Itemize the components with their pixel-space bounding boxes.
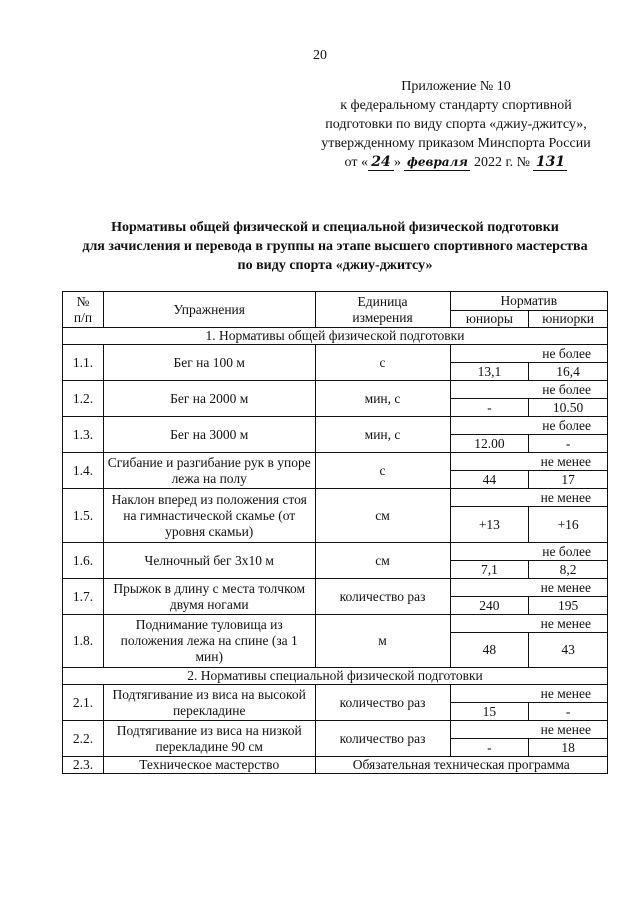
appendix-line: Приложение № 10 [401,79,511,94]
row-condition: не менее [450,615,607,633]
row-exercise: Бег на 2000 м [103,381,315,417]
value-juniors-f: 10.50 [529,399,608,417]
table-row [63,579,608,597]
row-condition: не менее [450,453,607,471]
value-juniors-m: - [450,399,529,417]
header-juniors-f: юниорки [529,311,608,328]
row-condition: не менее [450,721,607,739]
appendix-line: к федеральному стандарту спортивной [340,98,572,113]
table-row [63,615,608,633]
row-condition: не более [450,345,607,363]
norms-table [62,291,608,774]
handwritten-day: 24 [368,155,394,171]
appendix-line: подготовки по виду спорта «джиу-джитсу», [325,117,587,132]
row-unit: с [315,453,450,489]
appendix-header [300,77,612,172]
page-number: 20 [313,48,327,63]
table-row [63,453,608,471]
section-title: 2. Нормативы специальной физической подготовки [63,668,608,685]
header-norm: Норматив [450,292,607,311]
value-juniors-m: +13 [450,507,529,543]
order-date-line [300,153,612,172]
row-exercise: Техническое мастерство [103,757,315,774]
row-unit: м [315,615,450,668]
from-prefix: от « [344,155,368,170]
table-row [63,721,608,739]
title-line: по виду спорта «джиу-джитсу» [237,258,433,273]
row-num: 2.2. [63,721,104,757]
handwritten-order-number: 131 [533,155,567,171]
value-juniors-m: 44 [450,471,529,489]
value-juniors-m: 13,1 [450,363,529,381]
row-num: 2.3. [63,757,104,774]
row-exercise: Подтягивание из виса на низкой перекладине 90 см [103,721,315,757]
value-juniors-f: 17 [529,471,608,489]
header-num-line: № [76,293,90,309]
table-row [63,417,608,435]
header-row [63,292,608,311]
table-row [63,345,608,363]
value-juniors-m: 15 [450,703,529,721]
value-juniors-f: 18 [529,739,608,757]
section-row [63,668,608,685]
value-juniors-f: 43 [529,633,608,668]
row-exercise: Подтягивание из виса на высокой перекладине [103,685,315,721]
header-exercises: Упражнения [103,292,315,328]
row-exercise: Прыжок в длину с места толчком двумя ногами [103,579,315,615]
handwritten-month: февраля [404,155,470,171]
row-condition: не менее [450,489,607,507]
table-row [63,685,608,703]
row-condition: не менее [450,685,607,703]
row-num: 1.7. [63,579,104,615]
value-juniors-m: 7,1 [450,561,529,579]
table-row [63,489,608,507]
section-title: 1. Нормативы общей физической подготовки [63,328,608,345]
value-juniors-f: - [529,435,608,453]
table-row [63,381,608,399]
row-unit: количество раз [315,685,450,721]
row-merged-norm: Обязательная техническая программа [315,757,607,774]
value-juniors-m: 12.00 [450,435,529,453]
row-condition: не более [450,543,607,561]
value-juniors-f: +16 [529,507,608,543]
row-unit: см [315,489,450,543]
value-juniors-m: 48 [450,633,529,668]
row-exercise: Наклон вперед из положения стоя на гимнастической скамье (от уровня скамьи) [103,489,315,543]
value-juniors-f: 8,2 [529,561,608,579]
row-num: 1.8. [63,615,104,668]
document-title [40,218,630,275]
value-juniors-m: 240 [450,597,529,615]
row-unit: см [315,543,450,579]
header-unit [315,292,450,328]
value-juniors-f: - [529,703,608,721]
row-num: 1.2. [63,381,104,417]
table-row [63,757,608,774]
row-condition: не более [450,381,607,399]
row-exercise: Бег на 3000 м [103,417,315,453]
header-num [63,292,104,328]
row-unit: количество раз [315,721,450,757]
row-exercise: Сгибание и разгибание рук в упоре лежа на полу [103,453,315,489]
header-unit-line: Единица [357,293,408,309]
row-condition: не более [450,417,607,435]
row-num: 1.1. [63,345,104,381]
row-num: 2.1. [63,685,104,721]
row-condition: не менее [450,579,607,597]
table-row [63,543,608,561]
row-unit: количество раз [315,579,450,615]
value-juniors-f: 195 [529,597,608,615]
row-unit: мин, с [315,381,450,417]
header-unit-line: измерения [352,309,413,325]
section-row [63,328,608,345]
row-exercise: Поднимание туловища из положения лежа на спине (за 1 мин) [103,615,315,668]
row-num: 1.3. [63,417,104,453]
row-unit: мин, с [315,417,450,453]
row-num: 1.4. [63,453,104,489]
row-exercise: Бег на 100 м [103,345,315,381]
header-juniors-m: юниоры [450,311,529,328]
year-text: 2022 г. № [473,155,530,170]
title-line: Нормативы общей физической и специальной физической подготовки [111,220,559,235]
quote-close: » [393,155,401,170]
header-num-line: п/п [73,309,93,325]
row-exercise: Челночный бег 3х10 м [103,543,315,579]
value-juniors-f: 16,4 [529,363,608,381]
title-line: для зачисления и перевода в группы на этапе высшего спортивного мастерства [82,239,588,254]
row-num: 1.5. [63,489,104,543]
section1-body [63,345,608,668]
row-unit: с [315,345,450,381]
row-num: 1.6. [63,543,104,579]
value-juniors-m: - [450,739,529,757]
appendix-line: утвержденному приказом Минспорта России [321,136,591,151]
section2-body [63,685,608,757]
